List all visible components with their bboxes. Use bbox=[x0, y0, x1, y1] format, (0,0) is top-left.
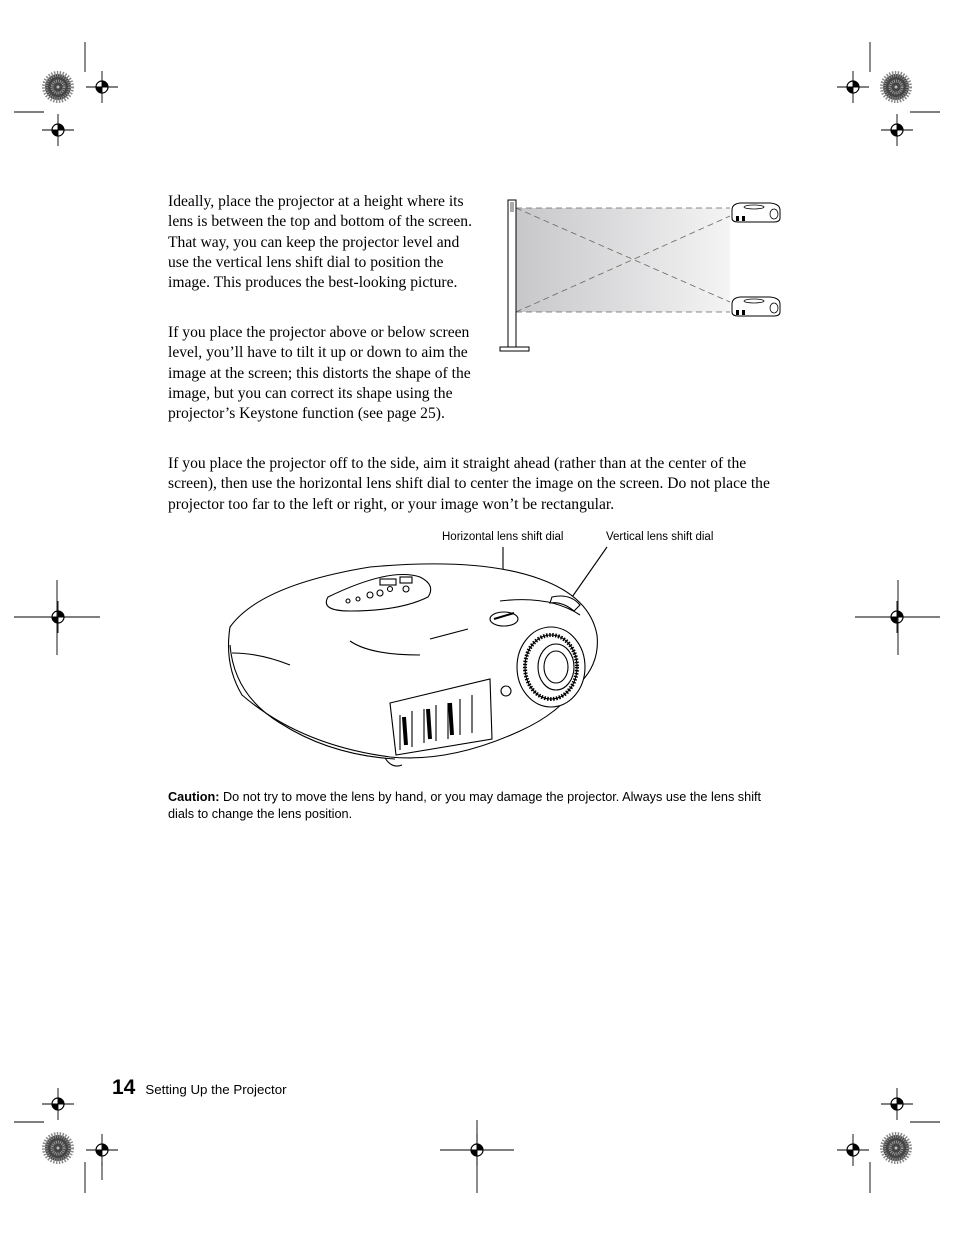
intro-paragraph: Ideally, place the projector at a height where its lens is between the top and bottom of the screen. That way, you can keep the projector level and use the vertical lens shift dial to position the image. This produces the best-looking picture. bbox=[168, 193, 472, 292]
projector-lower-icon bbox=[732, 297, 780, 316]
projection-screen bbox=[508, 200, 516, 348]
page-number: 14 bbox=[112, 1076, 136, 1099]
projected-image-area bbox=[516, 208, 730, 312]
screen-placement-diagram bbox=[490, 192, 790, 358]
caution-text: Do not try to move the lens by hand, or you may damage the projector. Always use the lens shift dials to change the lens position. bbox=[168, 790, 762, 821]
projector-illustration bbox=[220, 545, 620, 775]
side-placement-paragraph: If you place the projector off to the side, aim it straight ahead (rather than at the center of the screen), then use the horizontal lens shift dial to center the image on the screen. Do not place the projector too far to the left or right, or your image won’t be rectangular. bbox=[168, 455, 770, 513]
caution-label: Caution: bbox=[168, 790, 220, 804]
projector-upper-icon bbox=[732, 203, 780, 222]
horizontal-lens-shift-label: Horizontal lens shift dial bbox=[442, 531, 564, 543]
tilt-paragraph: If you place the projector above or below screen level, you’ll have to tilt it up or down to aim the image at the screen; this distorts the shape of the image, but you can correct its shape using the projector’s Keystone function (see page 25). bbox=[168, 324, 471, 423]
section-title: Setting Up the Projector bbox=[145, 1082, 287, 1097]
page-footer bbox=[112, 1076, 287, 1100]
caution-note bbox=[168, 789, 778, 823]
vertical-lens-shift-label: Vertical lens shift dial bbox=[606, 531, 714, 543]
